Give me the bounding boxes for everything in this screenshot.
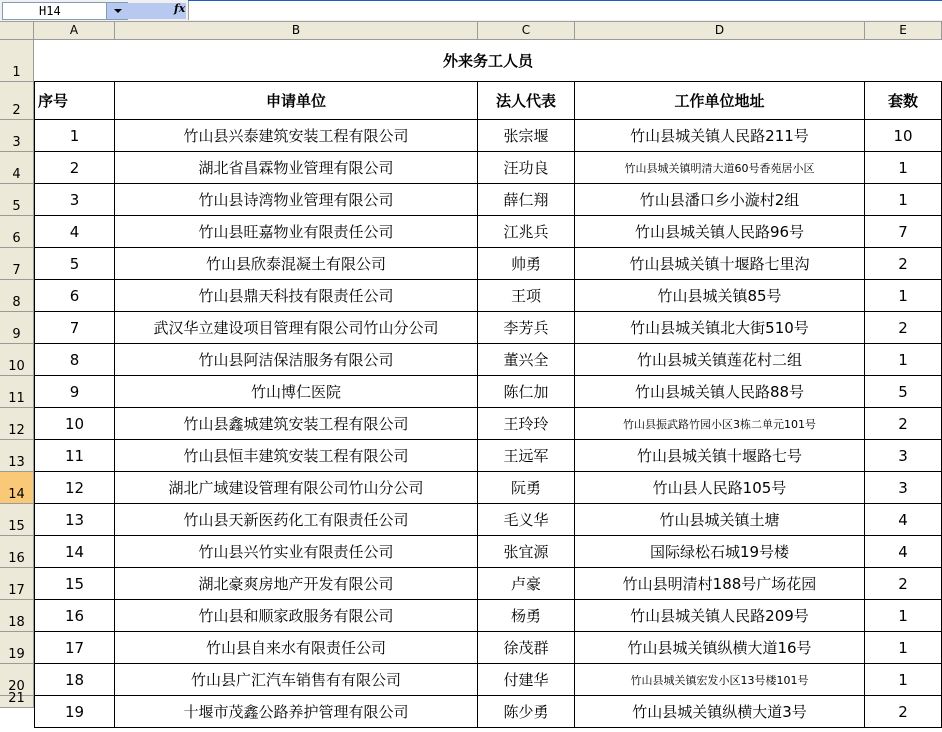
row-header-21[interactable]: 21 (0, 696, 34, 708)
header-seq[interactable]: 序号 (34, 82, 115, 120)
cell-address[interactable]: 竹山县潘口乡小漩村2组 (575, 184, 865, 216)
cell-count[interactable]: 1 (865, 600, 942, 632)
cell-legal-rep[interactable]: 陈仁加 (478, 376, 575, 408)
cell-unit[interactable]: 竹山县天新医药化工有限责任公司 (115, 504, 478, 536)
cell-count[interactable]: 3 (865, 472, 942, 504)
row-header-2[interactable]: 2 (0, 82, 34, 120)
name-box-dropdown-icon[interactable] (106, 3, 128, 19)
cell-address[interactable]: 竹山县城关镇莲花村二组 (575, 344, 865, 376)
row-header-13[interactable]: 13 (0, 440, 34, 472)
cell-legal-rep[interactable]: 毛义华 (478, 504, 575, 536)
cell-unit[interactable]: 竹山县兴泰建筑安装工程有限公司 (115, 120, 478, 152)
cell-address[interactable]: 竹山县城关镇十堰路七号 (575, 440, 865, 472)
cell-seq[interactable]: 12 (34, 472, 115, 504)
header-address[interactable]: 工作单位地址 (575, 82, 865, 120)
cell-seq[interactable]: 5 (34, 248, 115, 280)
cell-seq[interactable]: 6 (34, 280, 115, 312)
cell-address[interactable]: 竹山县城关镇明清大道60号香苑居小区 (575, 152, 865, 184)
cell-count[interactable]: 4 (865, 504, 942, 536)
cell-address[interactable]: 竹山县明清村188号广场花园 (575, 568, 865, 600)
cell-count[interactable]: 2 (865, 248, 942, 280)
cell-seq[interactable]: 9 (34, 376, 115, 408)
cell-seq[interactable]: 8 (34, 344, 115, 376)
row-header-10[interactable]: 10 (0, 344, 34, 376)
cell-address[interactable]: 竹山县城关镇纵横大道3号 (575, 696, 865, 728)
column-header-b[interactable]: B (115, 22, 478, 39)
cell-seq[interactable]: 17 (34, 632, 115, 664)
cell-address[interactable]: 竹山县城关镇人民路88号 (575, 376, 865, 408)
cell-unit[interactable]: 竹山县兴竹实业有限责任公司 (115, 536, 478, 568)
cell-seq[interactable]: 18 (34, 664, 115, 696)
select-all-corner[interactable] (0, 22, 34, 40)
cell-count[interactable]: 1 (865, 664, 942, 696)
cell-legal-rep[interactable]: 帅勇 (478, 248, 575, 280)
cell-unit[interactable]: 竹山县旺嘉物业有限责任公司 (115, 216, 478, 248)
header-legal-rep[interactable]: 法人代表 (478, 82, 575, 120)
cell-legal-rep[interactable]: 阮勇 (478, 472, 575, 504)
cell-address[interactable]: 竹山县振武路竹园小区3栋二单元101号 (575, 408, 865, 440)
cell-count[interactable]: 2 (865, 408, 942, 440)
cell-legal-rep[interactable]: 卢豪 (478, 568, 575, 600)
cell-address[interactable]: 竹山县城关镇十堰路七里沟 (575, 248, 865, 280)
cell-seq[interactable]: 19 (34, 696, 115, 728)
cell-legal-rep[interactable]: 江兆兵 (478, 216, 575, 248)
cell-unit[interactable]: 竹山县鑫城建筑安装工程有限公司 (115, 408, 478, 440)
column-header-e[interactable]: E (865, 22, 942, 39)
column-headers (0, 22, 942, 40)
cell-unit[interactable]: 十堰市茂鑫公路养护管理有限公司 (115, 696, 478, 728)
column-header-c[interactable]: C (478, 22, 575, 39)
name-box[interactable]: H14 (2, 2, 128, 20)
cell-count[interactable]: 1 (865, 344, 942, 376)
cell-unit[interactable]: 竹山博仁医院 (115, 376, 478, 408)
cell-address[interactable]: 国际绿松石城19号楼 (575, 536, 865, 568)
cell-legal-rep[interactable]: 薛仁翔 (478, 184, 575, 216)
cell-address[interactable]: 竹山县人民路105号 (575, 472, 865, 504)
cell-address[interactable]: 竹山县城关镇纵横大道16号 (575, 632, 865, 664)
cell-seq[interactable]: 1 (34, 120, 115, 152)
cell-seq[interactable]: 2 (34, 152, 115, 184)
row-header-4[interactable]: 4 (0, 152, 34, 184)
cell-count[interactable]: 1 (865, 184, 942, 216)
cell-unit[interactable]: 竹山县阿洁保洁服务有限公司 (115, 344, 478, 376)
cell-count[interactable]: 2 (865, 568, 942, 600)
cell-unit[interactable]: 竹山县自来水有限责任公司 (115, 632, 478, 664)
row-header-14[interactable]: 14 (0, 472, 34, 504)
cell-unit[interactable]: 湖北广域建设管理有限公司竹山分公司 (115, 472, 478, 504)
cell-address[interactable]: 竹山县城关镇北大街510号 (575, 312, 865, 344)
formula-bar (0, 0, 942, 22)
cell-address[interactable]: 竹山县城关镇人民路209号 (575, 600, 865, 632)
cell-address[interactable]: 竹山县城关镇土塘 (575, 504, 865, 536)
cell-count[interactable]: 5 (865, 376, 942, 408)
row-header-15[interactable]: 15 (0, 504, 34, 536)
fx-icon[interactable]: fx (174, 2, 186, 15)
row-header-20[interactable]: 20 (0, 664, 34, 696)
cell-seq[interactable]: 14 (34, 536, 115, 568)
cell-unit[interactable]: 湖北省昌霖物业管理有限公司 (115, 152, 478, 184)
cell-count[interactable]: 1 (865, 280, 942, 312)
row-header-16[interactable]: 16 (0, 536, 34, 568)
row-header-6[interactable]: 6 (0, 216, 34, 248)
cell-seq[interactable]: 3 (34, 184, 115, 216)
column-header-a[interactable]: A (34, 22, 115, 39)
row-header-9[interactable]: 9 (0, 312, 34, 344)
row-header-1[interactable]: 1 (0, 40, 34, 82)
cell-seq[interactable]: 7 (34, 312, 115, 344)
cell-address[interactable]: 竹山县城关镇宏发小区13号楼101号 (575, 664, 865, 696)
sheet-title[interactable]: 外来务工人员 (34, 40, 942, 82)
row-header-18[interactable]: 18 (0, 600, 34, 632)
row-header-7[interactable]: 7 (0, 248, 34, 280)
cell-count[interactable]: 7 (865, 216, 942, 248)
cell-count[interactable]: 1 (865, 152, 942, 184)
header-count[interactable]: 套数 (865, 82, 942, 120)
cell-seq[interactable]: 13 (34, 504, 115, 536)
cell-unit[interactable]: 竹山县广汇汽车销售有有限公司 (115, 664, 478, 696)
cell-address[interactable]: 竹山县城关镇人民路96号 (575, 216, 865, 248)
cell-count[interactable]: 1 (865, 632, 942, 664)
cell-legal-rep[interactable]: 陈少勇 (478, 696, 575, 728)
row-header-11[interactable]: 11 (0, 376, 34, 408)
cell-seq[interactable]: 10 (34, 408, 115, 440)
row-header-8[interactable]: 8 (0, 280, 34, 312)
header-unit[interactable]: 申请单位 (115, 82, 478, 120)
cell-seq[interactable]: 11 (34, 440, 115, 472)
cell-count[interactable]: 3 (865, 440, 942, 472)
cell-seq[interactable]: 16 (34, 600, 115, 632)
row-header-12[interactable]: 12 (0, 408, 34, 440)
cell-legal-rep[interactable]: 汪功良 (478, 152, 575, 184)
cell-count[interactable]: 4 (865, 536, 942, 568)
cell-unit[interactable]: 武汉华立建设项目管理有限公司竹山分公司 (115, 312, 478, 344)
cell-count[interactable]: 2 (865, 312, 942, 344)
cell-legal-rep[interactable]: 王项 (478, 280, 575, 312)
cell-count[interactable]: 10 (865, 120, 942, 152)
cell-legal-rep[interactable]: 王远军 (478, 440, 575, 472)
cell-unit[interactable]: 竹山县欣泰混凝土有限公司 (115, 248, 478, 280)
formula-input[interactable] (188, 1, 942, 20)
cell-legal-rep[interactable]: 王玲玲 (478, 408, 575, 440)
cell-legal-rep[interactable]: 杨勇 (478, 600, 575, 632)
row-header-17[interactable]: 17 (0, 568, 34, 600)
row-header-3[interactable]: 3 (0, 120, 34, 152)
cell-unit[interactable]: 竹山县恒丰建筑安装工程有限公司 (115, 440, 478, 472)
cell-unit[interactable]: 竹山县诗湾物业管理有限公司 (115, 184, 478, 216)
cell-seq[interactable]: 4 (34, 216, 115, 248)
cell-unit[interactable]: 竹山县鼎天科技有限责任公司 (115, 280, 478, 312)
row-header-19[interactable]: 19 (0, 632, 34, 664)
row-header-5[interactable]: 5 (0, 184, 34, 216)
cell-seq[interactable]: 15 (34, 568, 115, 600)
column-header-d[interactable]: D (575, 22, 865, 39)
cell-legal-rep[interactable]: 张宜源 (478, 536, 575, 568)
cell-address[interactable]: 竹山县城关镇人民路211号 (575, 120, 865, 152)
cell-unit[interactable]: 竹山县和顺家政服务有限公司 (115, 600, 478, 632)
cell-legal-rep[interactable]: 李芳兵 (478, 312, 575, 344)
cell-count[interactable]: 2 (865, 696, 942, 728)
cell-legal-rep[interactable]: 张宗堰 (478, 120, 575, 152)
cell-unit[interactable]: 湖北豪爽房地产开发有限公司 (115, 568, 478, 600)
cell-legal-rep[interactable]: 董兴全 (478, 344, 575, 376)
cell-legal-rep[interactable]: 付建华 (478, 664, 575, 696)
cell-address[interactable]: 竹山县城关镇85号 (575, 280, 865, 312)
cell-legal-rep[interactable]: 徐茂群 (478, 632, 575, 664)
